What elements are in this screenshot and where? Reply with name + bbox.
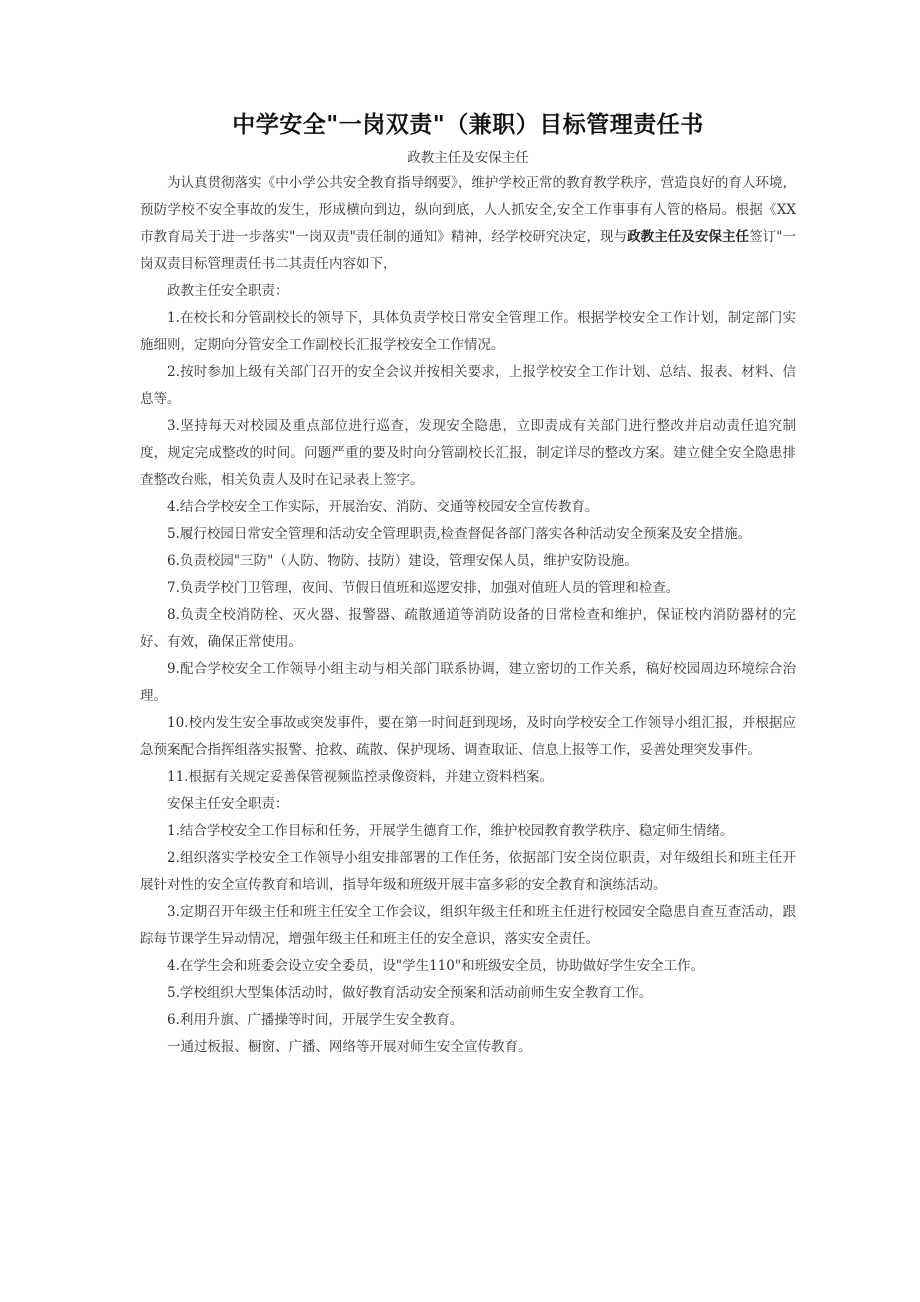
section1-item: 5.履行校园日常安全管理和活动安全管理职责,检查督促各部门落实各种活动安全预案及安全措施。 bbox=[167, 526, 752, 542]
section1-item: 6.负责校园"三防"（人防、物防、技防）建设，管理安保人员，维护安防设施。 bbox=[167, 553, 638, 569]
section2-item: 2.组织落实学校安全工作领导小组安排部署的工作任务，依据部门安全岗位职责，对年级组长和班主任开展针对性的安全宣传教育和培训，指导年级和班级开展丰富多彩的安全教育和演练活动。 bbox=[140, 850, 796, 893]
section1-item: 1.在校长和分管副校长的领导下，具体负责学校日常安全管理工作。根据学校安全工作计划，制定部门实施细则，定期向分管安全工作副校长汇报学校安全工作情况。 bbox=[140, 310, 796, 353]
section1-item: 8.负责全校消防栓、灭火器、报警器、疏散通道等消防设备的日常检查和维护，保证校内消防器材的完好、有效，确保正常使用。 bbox=[140, 607, 796, 650]
section1-item: 2.按时参加上级有关部门召开的安全会议并按相关要求，上报学校安全工作计划、总结、报表、材料、信息等。 bbox=[140, 364, 796, 407]
document-title: 中学安全"一岗双责"（兼职）目标管理责任书 bbox=[232, 112, 704, 138]
section1-item: 7.负责学校门卫管理，夜间、节假日值班和巡逻安排，加强对值班人员的管理和检查。 bbox=[167, 580, 680, 596]
section1-item: 3.坚持每天对校园及重点部位进行巡查，发现安全隐患，立即责成有关部门进行整改并启动责任追究制度，规定完成整改的时间。问题严重的要及时向分管副校长汇报，制定详尽的整改方案。建立健全安全隐患排查整改台账，相关负责人及时在记录表上签字。 bbox=[140, 418, 796, 488]
section2-item: 4.在学生会和班委会设立安全委员，设"学生110"和班级安全员，协助做好学生安全工作。 bbox=[167, 958, 705, 974]
section1-heading: 政教主任安全职责： bbox=[167, 283, 289, 299]
intro-text-part1: 为认真贯彻落实《中小学公共安全教育指导纲要》，维护学校正常的教育教学秩序，营造良好的育人环境，预防学校不安全事故的发生，形成横向到边，纵向到底，人人抓安全,安全工作事事有人管的格局。根据《XX市教育局关于进一步落实"一岗双责"责任制的通知》精神，经学校研究决定，现与 bbox=[140, 175, 796, 245]
intro-bold-parties: 政教主任及安保主任 bbox=[627, 229, 750, 245]
section2-item: 一通过板报、橱窗、广播、网络等开展对师生安全宣传教育。 bbox=[167, 1039, 532, 1055]
section1-item: 10.校内发生安全事故或突发事件，要在第一时间赶到现场，及时向学校安全工作领导小组汇报，并根据应急预案配合指挥组落实报警、抢救、疏散、保护现场、调查取证、信息上报等工作，妥善处理突发事件。 bbox=[140, 715, 796, 758]
section2-item: 6.利用升旗、广播操等时间，开展学生安全教育。 bbox=[167, 1012, 464, 1028]
section1-item: 11.根据有关规定妥善保管视频监控录像资料，并建立资料档案。 bbox=[167, 769, 553, 785]
section2-heading: 安保主任安全职责： bbox=[167, 796, 289, 812]
section2-item: 5.学校组织大型集体活动时，做好教育活动安全预案和活动前师生安全教育工作。 bbox=[167, 985, 653, 1001]
document-body bbox=[140, 170, 796, 1061]
section1-item: 4.结合学校安全工作实际，开展治安、消防、交通等校园安全宣传教育。 bbox=[167, 499, 599, 515]
section2-item: 1.结合学校安全工作目标和任务，开展学生德育工作，维护校园教育教学秩序、稳定师生情绪。 bbox=[167, 823, 734, 839]
intro-paragraph bbox=[140, 170, 796, 278]
section2-item: 3.定期召开年级主任和班主任安全工作会议，组织年级主任和班主任进行校园安全隐患自查互查活动，跟踪每节课学生异动情况，增强年级主任和班主任的安全意识，落实安全责任。 bbox=[140, 904, 796, 947]
document-page bbox=[140, 108, 796, 1061]
section1-item: 9.配合学校安全工作领导小组主动与相关部门联系协调，建立密切的工作关系，稿好校园周边环境综合治理。 bbox=[140, 661, 796, 704]
intro-text-part2: 签订"一岗双责目标管理责任书二其责任内容如下， bbox=[140, 229, 796, 272]
document-subtitle: 政教主任及安保主任 bbox=[407, 150, 529, 166]
